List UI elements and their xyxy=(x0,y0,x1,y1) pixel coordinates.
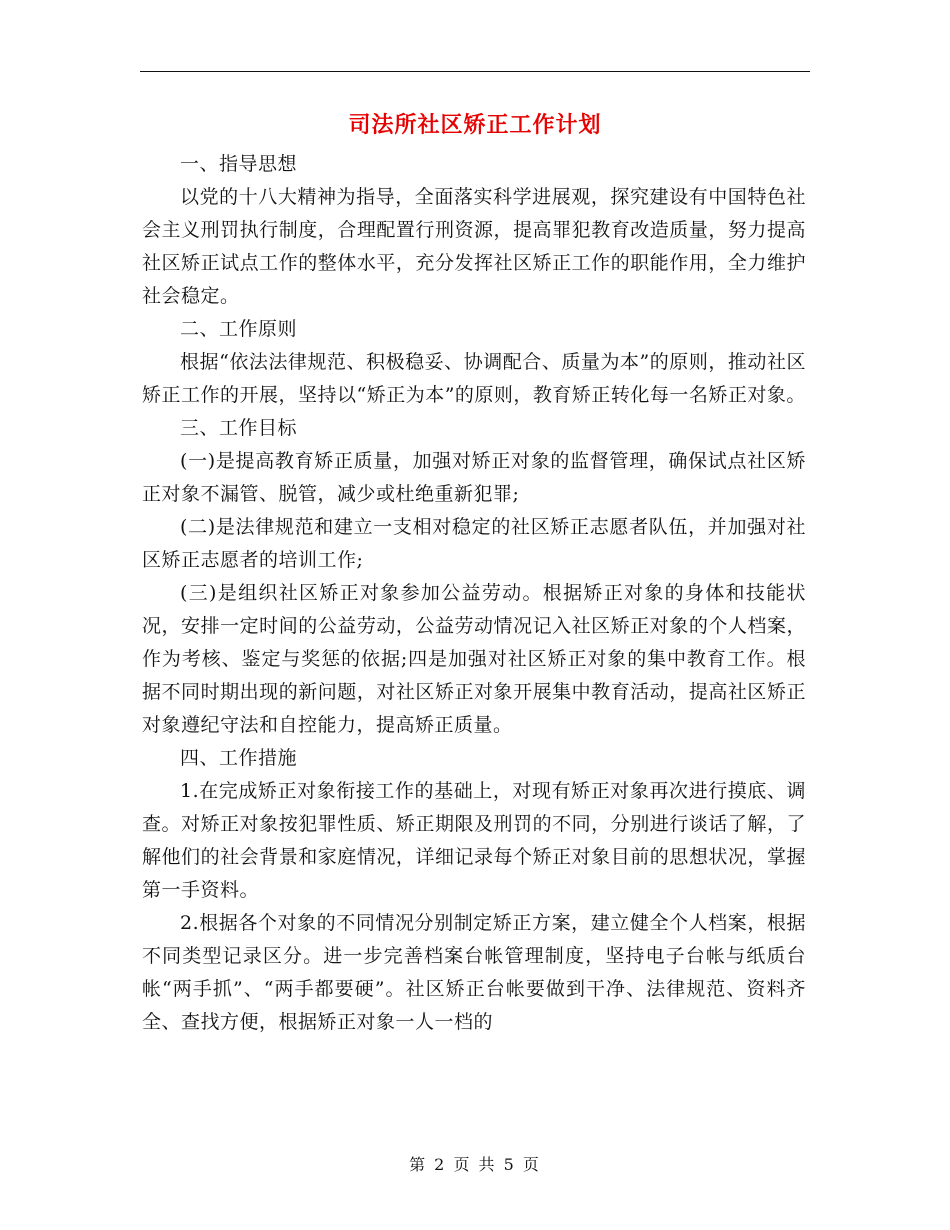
paragraph-measure-2: 2.根据各个对象的不同情况分别制定矫正方案，建立健全个人档案，根据不同类型记录区分。进一步完善档案台帐管理制度，坚持电子台帐与纸质台帐“两手抓”、“两手都要硬”。社区矫正台帐要做到干净、法律规范、资料齐全、查找方便，根据矫正对象一人一档的 xyxy=(142,912,806,1033)
paragraph-goal-3: (三)是组织社区矫正对象参加公益劳动。根据矫正对象的身体和技能状况，安排一定时间的公益劳动，公益劳动情况记入社区矫正对象的个人档案，作为考核、鉴定与奖惩的依据;四是加强对社区矫正对象的集中教育工作。根据不同时期出现的新问题，对社区矫正对象开展集中教育活动，提高社区矫正对象遵纪守法和自控能力，提高矫正质量。 xyxy=(142,582,806,736)
document-body xyxy=(142,148,806,1039)
heading-guiding-ideology: 一、指导思想 xyxy=(180,153,298,175)
header-rule xyxy=(140,71,810,72)
paragraph-measure-1: 1.在完成矫正对象衔接工作的基础上，对现有矫正对象再次进行摸底、调查。对矫正对象按犯罪性质、矫正期限及刑罚的不同，分别进行谈话了解，了解他们的社会背景和家庭情况，详细记录每个矫正对象目前的思想状况，掌握第一手资料。 xyxy=(142,780,806,901)
heading-work-principles: 二、工作原则 xyxy=(180,318,298,340)
paragraph-goal-1: (一)是提高教育矫正质量，加强对矫正对象的监督管理，确保试点社区矫正对象不漏管、脱管，减少或杜绝重新犯罪; xyxy=(142,450,806,505)
document-title: 司法所社区矫正工作计划 xyxy=(348,113,602,138)
paragraph-goal-2: (二)是法律规范和建立一支相对稳定的社区矫正志愿者队伍，并加强对社区矫正志愿者的培训工作; xyxy=(142,516,806,571)
heading-work-measures: 四、工作措施 xyxy=(180,747,298,769)
heading-work-goals: 三、工作目标 xyxy=(180,417,298,439)
paragraph-guiding-ideology: 以党的十八大精神为指导，全面落实科学进展观，探究建设有中国特色社会主义刑罚执行制度，合理配置行刑资源，提高罪犯教育改造质量，努力提高社区矫正试点工作的整体水平，充分发挥社区矫正工作的职能作用，全力维护社会稳定。 xyxy=(142,186,806,307)
paragraph-work-principles: 根据“依法法律规范、积极稳妥、协调配合、质量为本”的原则，推动社区矫正工作的开展，坚持以“矫正为本”的原则，教育矫正转化每一名矫正对象。 xyxy=(142,351,806,406)
page-footer: 第 2 页 共 5 页 xyxy=(409,1155,541,1174)
